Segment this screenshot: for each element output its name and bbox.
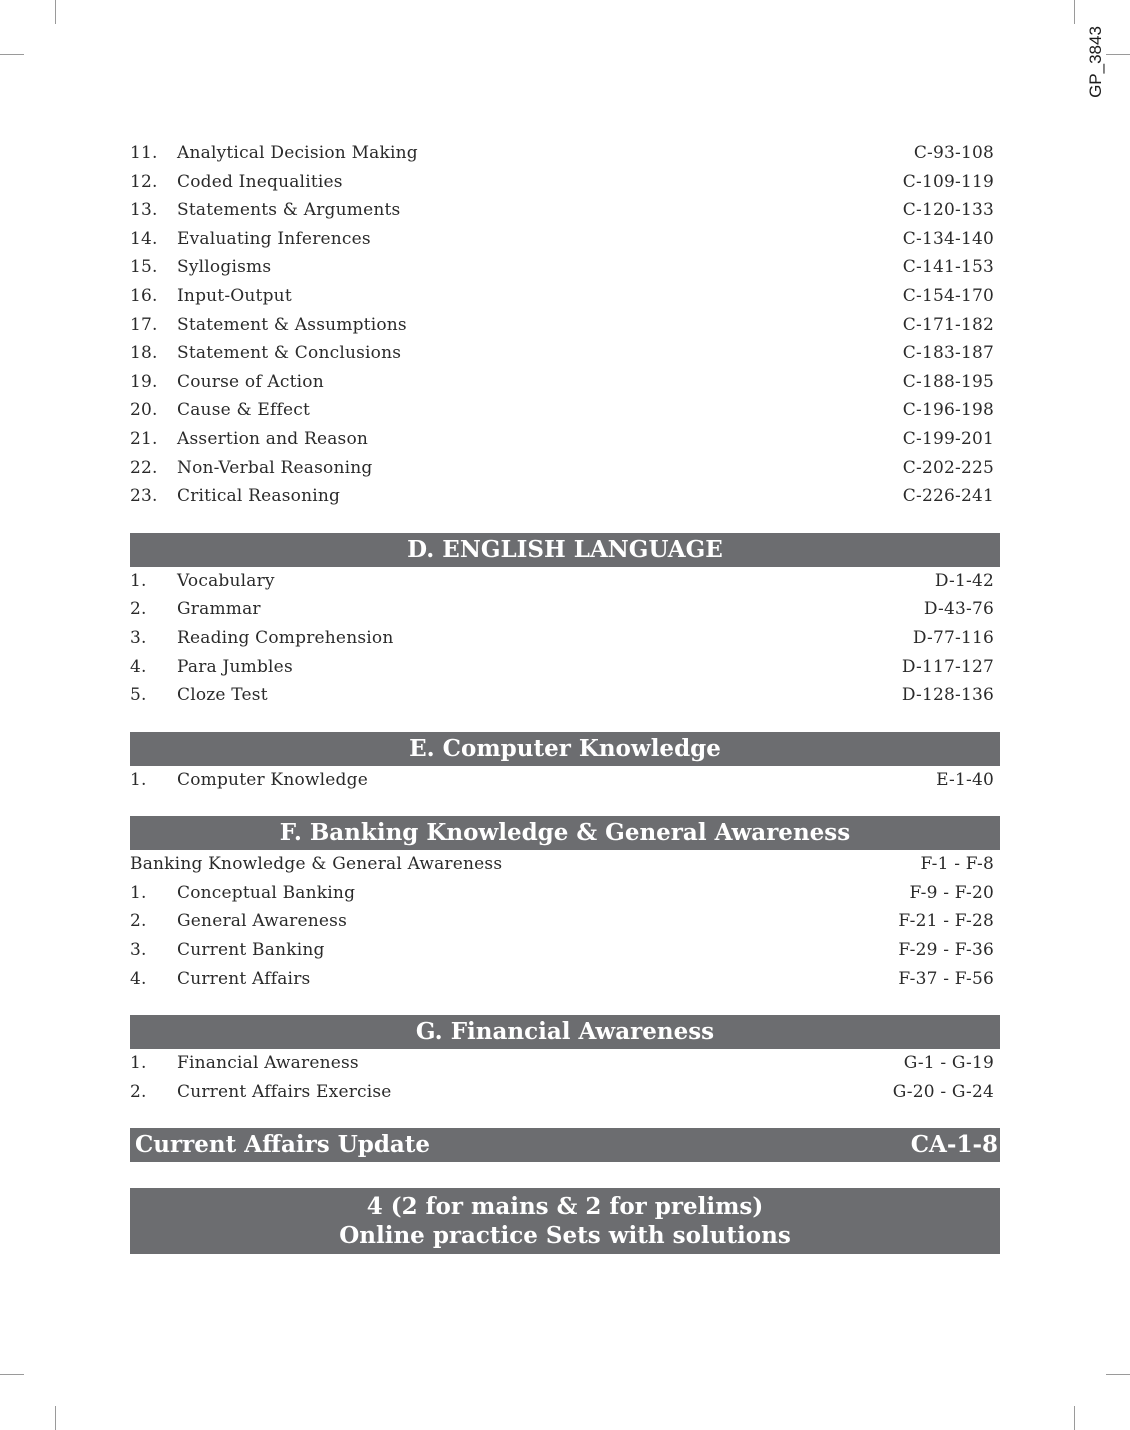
toc-page: C-188-195 (902, 371, 994, 392)
toc-row[interactable] (130, 766, 1000, 795)
toc-row[interactable] (130, 936, 1000, 965)
toc-number: 5. (130, 685, 147, 706)
toc-row[interactable] (130, 225, 1000, 254)
toc-page: C-199-201 (902, 428, 994, 449)
toc-row[interactable] (130, 253, 1000, 282)
toc-row[interactable] (130, 482, 1000, 511)
toc-row[interactable] (130, 595, 1000, 624)
toc-row[interactable] (130, 454, 1000, 483)
toc-title: Current Affairs Exercise (177, 1081, 392, 1102)
toc-row[interactable] (130, 1049, 1000, 1078)
toc-number: 22. (130, 457, 158, 478)
toc-number: 15. (130, 257, 158, 278)
toc-number: 2. (130, 911, 147, 932)
toc-title: Computer Knowledge (177, 769, 368, 790)
toc-number: 4. (130, 656, 147, 677)
toc-page: C-134-140 (902, 228, 994, 249)
online-sets-banner (130, 1188, 1000, 1254)
crop-mark (0, 54, 24, 55)
toc-row[interactable] (130, 425, 1000, 454)
toc-number: 21. (130, 428, 158, 449)
toc-number: 23. (130, 486, 158, 507)
computer-list (130, 766, 1000, 795)
crop-mark (1106, 54, 1130, 55)
toc-page: D-1-42 (934, 570, 994, 591)
toc-page: C-141-153 (902, 257, 994, 278)
toc-page: F-29 - F-36 (898, 940, 994, 961)
section-heading-english: D. ENGLISH LANGUAGE (130, 533, 1000, 567)
toc-title: Statement & Assumptions (177, 314, 407, 335)
toc-number: 13. (130, 200, 158, 221)
toc-number: 2. (130, 1081, 147, 1102)
toc-row[interactable] (130, 368, 1000, 397)
ca-update-page: CA-1-8 (910, 1131, 998, 1159)
toc-title: Cause & Effect (177, 400, 311, 421)
toc-title: Coded Inequalities (177, 171, 343, 192)
toc-page: D-77-116 (912, 627, 994, 648)
crop-mark (1074, 0, 1075, 24)
toc-page: C-196-198 (902, 400, 994, 421)
toc-number: 2. (130, 599, 147, 620)
toc-page: G-20 - G-24 (892, 1081, 994, 1102)
toc-page: F-37 - F-56 (898, 968, 994, 989)
toc-page: D-117-127 (901, 656, 994, 677)
toc-title: Banking Knowledge & General Awareness (130, 854, 503, 875)
toc-number: 1. (130, 882, 147, 903)
online-sets-line1: 4 (2 for mains & 2 for prelims) (366, 1193, 764, 1221)
toc-page: C-109-119 (902, 171, 994, 192)
toc-page: G-1 - G-19 (903, 1053, 994, 1074)
toc-page: C-171-182 (902, 314, 994, 335)
crop-mark (1074, 1406, 1075, 1430)
banking-list (130, 879, 1000, 993)
toc-page: C-154-170 (902, 285, 994, 306)
toc-row[interactable] (130, 681, 1000, 710)
toc-number: 17. (130, 314, 158, 335)
toc-number: 11. (130, 143, 158, 163)
toc-row[interactable] (130, 879, 1000, 908)
toc-title: Critical Reasoning (177, 486, 341, 507)
toc-title: Financial Awareness (177, 1053, 359, 1074)
toc-number: 3. (130, 627, 147, 648)
online-sets-line2: Online practice Sets with solutions (339, 1222, 791, 1250)
toc-number: 18. (130, 343, 158, 364)
reasoning-list (130, 139, 1000, 511)
toc-title: Para Jumbles (177, 656, 293, 677)
toc-title: Input-Output (177, 285, 292, 306)
toc-page: E-1-40 (936, 769, 994, 790)
toc-page: C-93-108 (913, 143, 994, 163)
toc-number: 1. (130, 769, 147, 790)
ca-update-title: Current Affairs Update (135, 1131, 431, 1159)
toc-number: 1. (130, 570, 147, 591)
toc-page: D-43-76 (923, 599, 994, 620)
toc-row[interactable] (130, 567, 1000, 596)
toc-number: 14. (130, 228, 158, 249)
ca-update-bar[interactable] (130, 1128, 1000, 1162)
toc-page: C-202-225 (902, 457, 994, 478)
toc-number: 4. (130, 968, 147, 989)
toc-title: Conceptual Banking (177, 882, 356, 903)
toc-row[interactable] (130, 396, 1000, 425)
toc-row[interactable] (130, 339, 1000, 368)
toc-title: Evaluating Inferences (177, 228, 371, 249)
section-heading-financial: G. Financial Awareness (130, 1015, 1000, 1049)
toc-row[interactable] (130, 653, 1000, 682)
crop-mark (55, 1406, 56, 1430)
toc-page: C-226-241 (902, 486, 994, 507)
toc-title: Cloze Test (177, 685, 268, 706)
toc-number: 16. (130, 285, 158, 306)
toc-title: Analytical Decision Making (177, 143, 418, 163)
toc-row[interactable] (130, 850, 1000, 879)
toc-page: F-9 - F-20 (909, 882, 994, 903)
toc-number: 3. (130, 940, 147, 961)
toc-page: C-183-187 (902, 343, 994, 364)
toc-row[interactable] (130, 624, 1000, 653)
toc-page: F-21 - F-28 (898, 911, 994, 932)
crop-mark (0, 1374, 24, 1375)
table-of-contents (130, 139, 1000, 1254)
toc-title: Reading Comprehension (177, 627, 394, 648)
toc-row[interactable] (130, 907, 1000, 936)
toc-title: Non-Verbal Reasoning (177, 457, 373, 478)
toc-row[interactable] (130, 139, 1000, 168)
toc-title: Grammar (177, 599, 261, 620)
toc-title: Assertion and Reason (177, 428, 369, 449)
toc-row[interactable] (130, 965, 1000, 994)
english-list (130, 567, 1000, 710)
crop-mark (1106, 1374, 1130, 1375)
toc-title: Course of Action (177, 371, 324, 392)
section-heading-computer: E. Computer Knowledge (130, 732, 1000, 766)
toc-row[interactable] (130, 168, 1000, 197)
doc-code-text: GP_3843 (1086, 26, 1105, 98)
toc-number: 1. (130, 1053, 147, 1074)
toc-title: Statements & Arguments (177, 200, 401, 221)
toc-title: Statement & Conclusions (177, 343, 402, 364)
crop-mark (55, 0, 56, 24)
toc-title: General Awareness (177, 911, 347, 932)
toc-row[interactable] (130, 311, 1000, 340)
toc-row[interactable] (130, 1078, 1000, 1107)
toc-page: F-1 - F-8 (920, 854, 994, 875)
toc-page: D-128-136 (901, 685, 994, 706)
section-heading-banking: F. Banking Knowledge & General Awareness (130, 816, 1000, 850)
toc-number: 20. (130, 400, 158, 421)
toc-title: Current Affairs (177, 968, 311, 989)
toc-number: 19. (130, 371, 158, 392)
toc-title: Vocabulary (177, 570, 275, 591)
toc-page: C-120-133 (902, 200, 994, 221)
toc-number: 12. (130, 171, 158, 192)
toc-title: Current Banking (177, 940, 325, 961)
toc-title: Syllogisms (177, 257, 272, 278)
financial-list (130, 1049, 1000, 1106)
toc-row[interactable] (130, 282, 1000, 311)
doc-code (1083, 22, 1109, 102)
toc-row[interactable] (130, 196, 1000, 225)
